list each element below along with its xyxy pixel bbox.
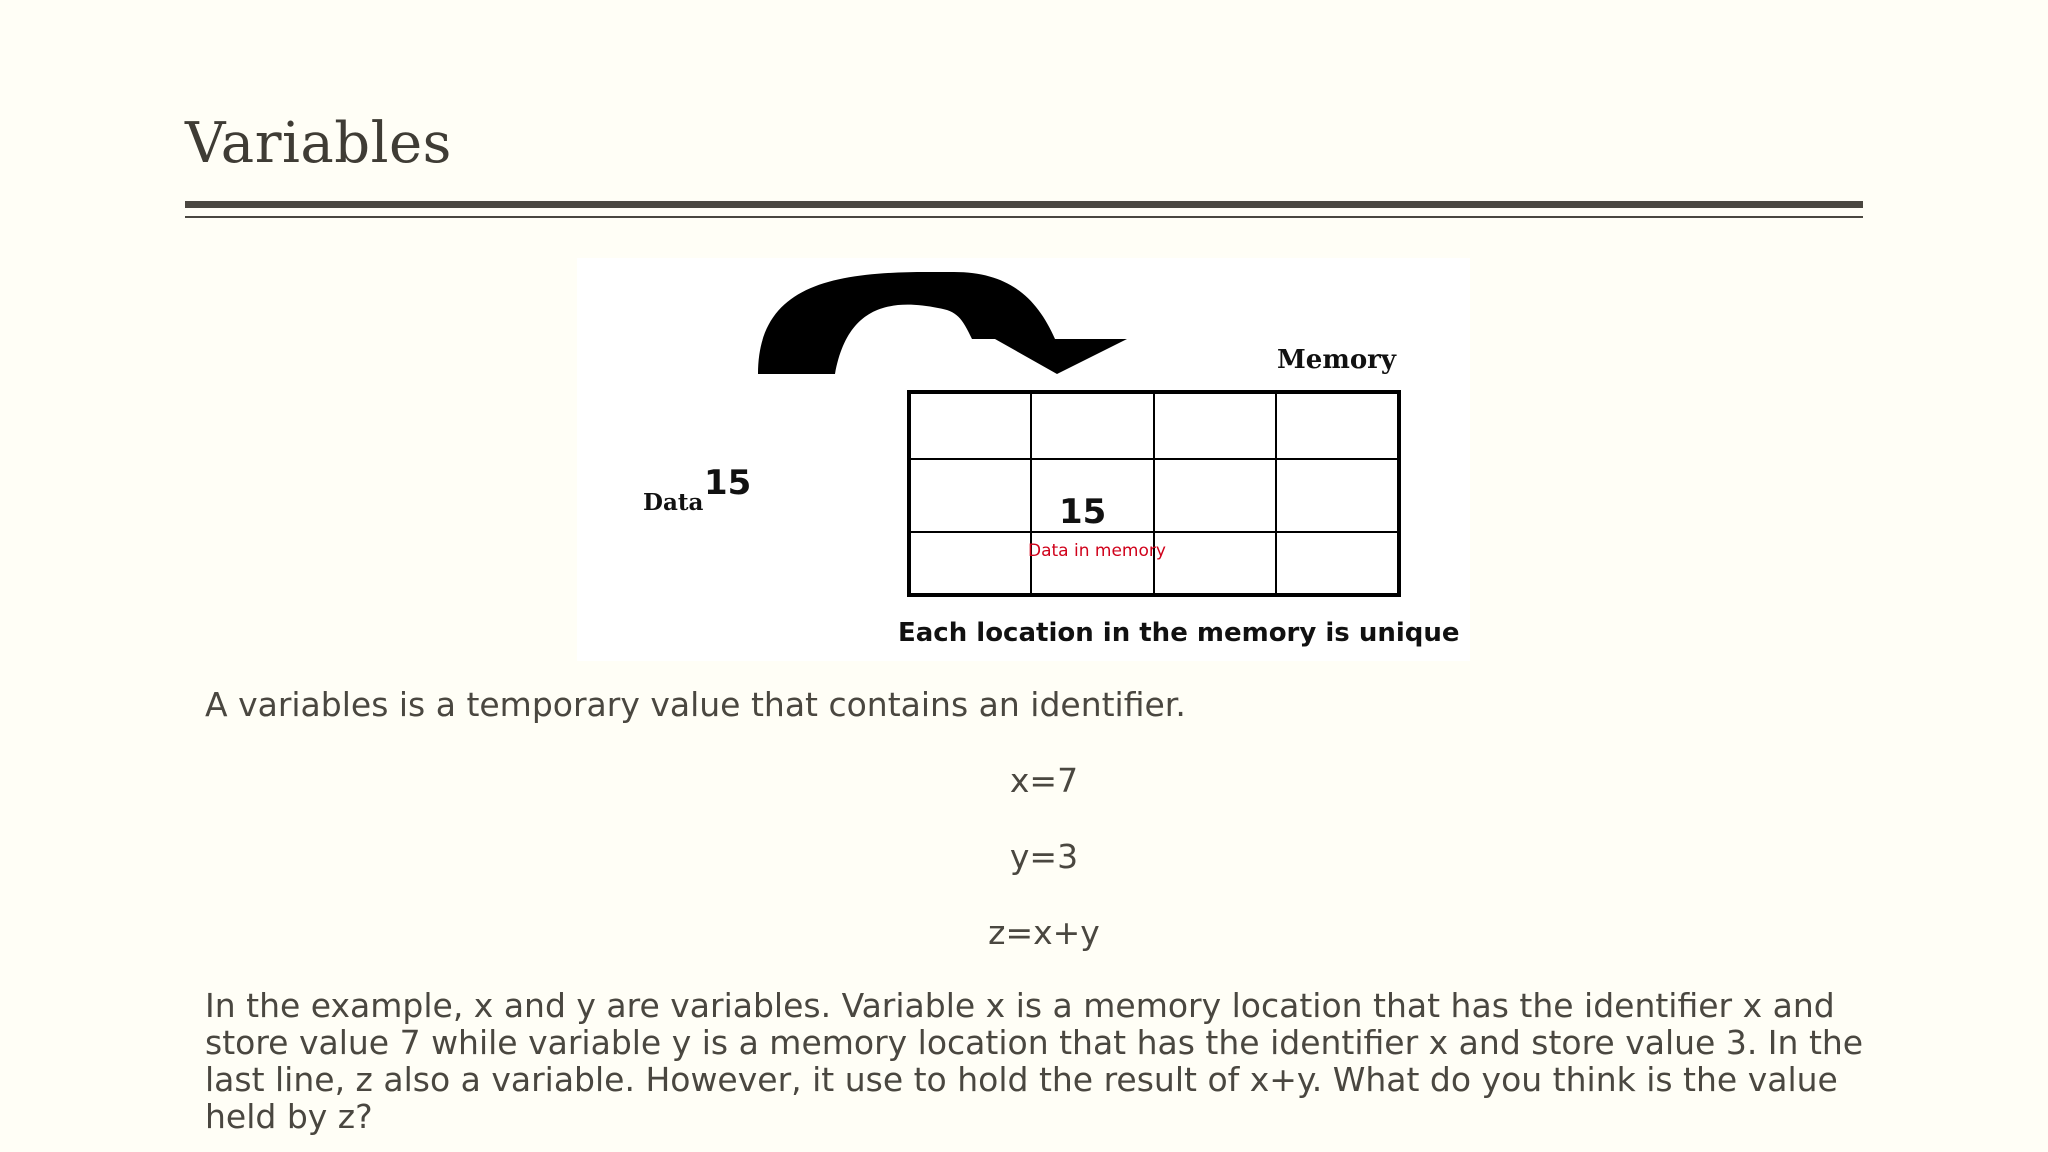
curved-arrow-icon xyxy=(758,272,1127,374)
code-line-z: z=x+y xyxy=(988,913,1100,952)
code-line-y: y=3 xyxy=(1009,837,1079,876)
data-value-label: 15 xyxy=(704,463,752,503)
cell-value-label: 15 xyxy=(1059,492,1107,532)
explanation-paragraph: In the example, x and y are variables. Variable x is a memory location that has the identifier x and store value 7 while variable y is a memory location that has the identifier x and store value 3. In the last line, z also a variable. However, it use to hold the result of x+y. What do you think is the value held by z? xyxy=(205,986,1864,1136)
footer-caption-label: Each location in the memory is unique xyxy=(898,618,1460,648)
slide-title: Variables xyxy=(185,111,452,176)
data-word-label: Data xyxy=(643,489,704,516)
memory-grid xyxy=(909,392,1399,595)
cell-caption-label: Data in memory xyxy=(1028,541,1166,561)
title-underline-thin xyxy=(185,216,1863,218)
memory-label: Memory xyxy=(1277,345,1396,375)
code-line-x: x=7 xyxy=(1009,761,1079,800)
title-underline-thick xyxy=(185,201,1863,208)
memory-diagram xyxy=(577,258,1470,661)
intro-paragraph: A variables is a temporary value that contains an identifier. xyxy=(205,685,1186,724)
memory-diagram-svg xyxy=(577,258,1470,661)
